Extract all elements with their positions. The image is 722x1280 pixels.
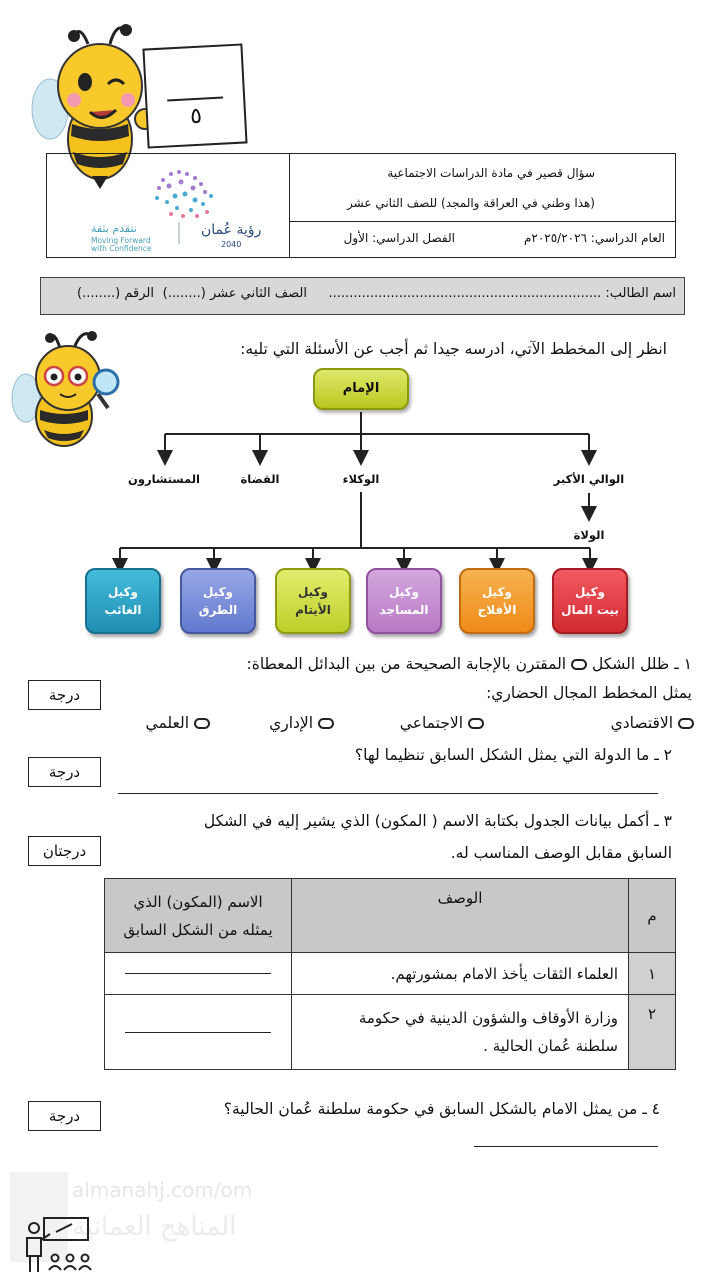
q1-option-social[interactable] (400, 714, 484, 732)
agent-box-treasury-l1: وكيل (574, 585, 606, 599)
q1-option-economic[interactable] (611, 714, 694, 732)
student-name-field[interactable]: اسم الطالب: .................................................................. (328, 286, 676, 301)
semester: الفصل الدراسي: الأول (343, 231, 455, 245)
option-hexagon-icon[interactable] (468, 718, 484, 729)
header-title: سؤال قصير في مادة الدراسات الاجتماعية (387, 166, 595, 180)
table-row-1-desc-text: العلماء الثقات يأخذ الامام بمشورتهم. (390, 964, 618, 983)
agent-box-orphans-l2: الأيتام (295, 603, 331, 617)
q3-line2: السابق مقابل الوصف المناسب له. (450, 844, 672, 862)
table-row-1-num: ١ (629, 953, 676, 995)
table-header-desc (292, 879, 629, 953)
q1-option-administrative-label: الإداري (269, 714, 314, 732)
instruction-text: انظر إلى المخطط الآتي، ادرسه جيدا ثم أجب عن الأسئلة التي تليه: (240, 340, 667, 358)
academic-year: العام الدراسي: ٢٠٢٥/٢٠٢٦م (523, 231, 665, 245)
table-row-1-desc (292, 953, 629, 995)
agent-box-absent-l2: الغائب (104, 603, 142, 617)
table-header-desc-label: الوصف (437, 889, 483, 907)
logo-slogan-en1: Moving Forward (91, 236, 151, 245)
q3-table (104, 878, 676, 1070)
agent-box-orphans (275, 568, 351, 634)
table-row (105, 995, 676, 1070)
agent-box-mosques-l1: وكيل (388, 585, 420, 599)
table-header-num: م (629, 879, 676, 953)
option-hexagon-icon[interactable] (678, 718, 694, 729)
agent-box-absent (85, 568, 161, 634)
header-subtitle: (هذا وطني في العراقة والمجد) للصف الثاني عشر (347, 196, 595, 210)
hexagon-icon (571, 659, 587, 670)
agent-box-treasury-l2: بيت المال (561, 603, 619, 617)
table-header-name-l2: يمثله من الشكل السابق (123, 920, 273, 939)
agent-box-mosques-l2: المساجد (379, 603, 429, 617)
logo-slogan-en2: with Confidence (91, 244, 152, 253)
agent-box-orphans-l1: وكيل (297, 585, 329, 599)
q1-option-administrative[interactable] (269, 714, 334, 732)
agent-box-roads (180, 568, 256, 634)
table-header-name (105, 879, 292, 953)
agent-box-roads-l1: وكيل (202, 585, 234, 599)
q1-stem: يمثل المخطط المجال الحضاري: (486, 684, 692, 702)
teacher-icon (22, 1214, 98, 1274)
q2-answer-line[interactable] (118, 793, 658, 794)
table-header-name-l1: الاسم (المكون) الذي (133, 892, 263, 911)
grade-card-denominator: ٥ (189, 103, 203, 130)
table-row (105, 953, 676, 995)
q4-text: ٤ ـ من يمثل الامام بالشكل السابق في حكومة سلطنة عُمان الحالية؟ (223, 1100, 660, 1118)
org-node-agents: الوكلاء (342, 472, 380, 486)
q1-option-scientific-label: العلمي (145, 714, 190, 732)
agent-box-aflaj-l2: الأفلاج (477, 603, 517, 617)
q2-grade-box: درجة (28, 757, 101, 787)
table-row-2-desc-l2: سلطنة عُمان الحالية . (483, 1037, 618, 1055)
student-number-field[interactable]: الرقم (........) (77, 286, 154, 301)
option-hexagon-icon[interactable] (194, 718, 210, 729)
watermark-ar: المناهج العمانية (72, 1212, 237, 1242)
table-row-2-num: ٢ (629, 995, 676, 1070)
table-row-2-desc-l1: وزارة الأوقاف والشؤون الدينية في حكومة (358, 1009, 618, 1027)
agent-box-mosques (366, 568, 442, 634)
q1-option-scientific[interactable] (146, 714, 210, 732)
logo-slogan-ar: نتقدم بثقة (91, 222, 137, 235)
org-node-judges: القضاة (240, 472, 280, 486)
q4-answer-line[interactable] (474, 1146, 658, 1147)
q4-grade-box: درجة (28, 1101, 101, 1131)
agent-box-aflaj (459, 568, 535, 634)
q3-line1: ٣ ـ أكمل بيانات الجدول بكتابة الاسم ( المكون) الذي يشير إليه في الشكل (203, 812, 672, 830)
student-grade-field[interactable]: الصف الثاني عشر (........) (162, 286, 307, 301)
q1-instruction (246, 655, 692, 673)
q2-text: ٢ ـ ما الدولة التي يمثل الشكل السابق تنظيما لها؟ (354, 746, 672, 764)
org-root-imam (313, 368, 409, 410)
org-node-advisors: المستشارون (128, 472, 200, 486)
q3-grade-box: درجتان (28, 836, 101, 866)
agent-box-absent-l1: وكيل (107, 585, 139, 599)
agent-box-treasury (552, 568, 628, 634)
q1-option-economic-label: الاقتصادي (610, 714, 674, 732)
q1-grade-box: درجة (28, 680, 101, 710)
q1-text-b: المقترن بالإجابة الصحيحة من بين البدائل المعطاة: (246, 655, 567, 673)
table-row-1-answer[interactable] (105, 953, 292, 995)
logo-year: 2040 (221, 240, 242, 249)
option-hexagon-icon[interactable] (318, 718, 334, 729)
org-node-walis: الولاة (573, 528, 605, 542)
agent-box-roads-l2: الطرق (198, 603, 238, 617)
org-root-label: الإمام (342, 381, 380, 396)
watermark-url: almanahj.com/om (72, 1178, 253, 1202)
q1-option-social-label: الاجتماعي (399, 714, 464, 732)
table-row-2-desc (292, 995, 629, 1070)
q1-text-a: ١ ـ ظلل الشكل (591, 655, 692, 673)
logo-name: رؤية عُمان (201, 222, 262, 238)
table-row-2-answer[interactable] (105, 995, 292, 1070)
agent-box-aflaj-l1: وكيل (481, 585, 513, 599)
org-node-governor: الوالي الأكبر (553, 472, 625, 486)
